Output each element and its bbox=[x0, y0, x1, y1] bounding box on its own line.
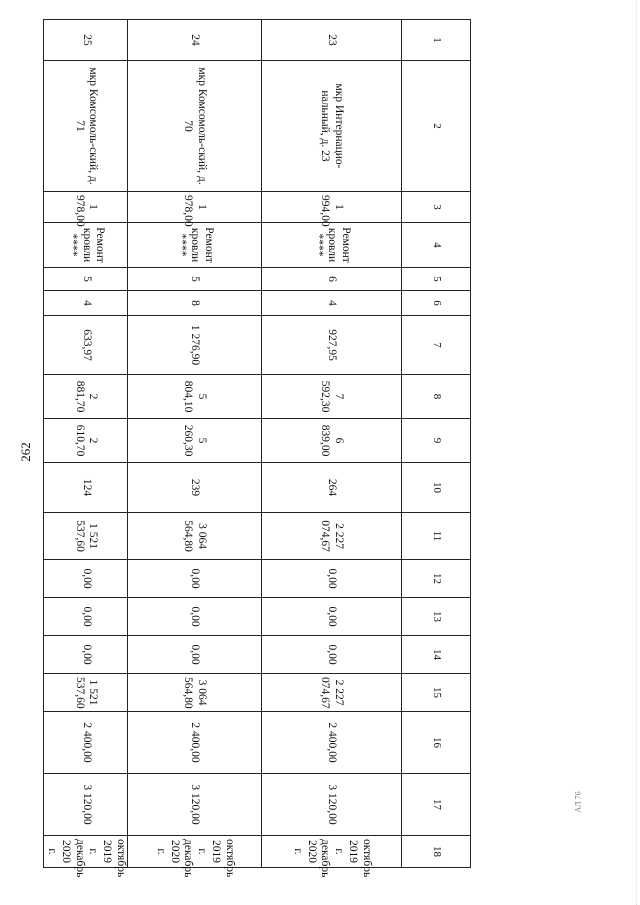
cell-col-12: 0,00 bbox=[262, 560, 402, 598]
cell-col-14: 0,00 bbox=[262, 636, 402, 674]
column-number: 3 bbox=[402, 192, 471, 223]
cell-item-number: 23 bbox=[262, 20, 402, 61]
rotated-table-wrapper bbox=[46, 19, 471, 878]
cell-period: октябрь 2019 г. декабрь 2020 г. bbox=[44, 836, 128, 868]
cell-col-17: 3 120,00 bbox=[262, 774, 402, 836]
column-number: 4 bbox=[402, 223, 471, 268]
cell-col-8: 2 881,70 bbox=[44, 375, 128, 419]
cell-col-16: 2 400,00 bbox=[44, 712, 128, 774]
cell-col-10: 239 bbox=[128, 463, 262, 513]
cell-period: октябрь 2019 г. декабрь 2020 г. bbox=[262, 836, 402, 868]
column-number: 6 bbox=[402, 291, 471, 316]
cell-col-16: 2 400,00 bbox=[128, 712, 262, 774]
cell-col-17: 3 120,00 bbox=[44, 774, 128, 836]
cell-address: мкр Комсомоль-ский, д. 71 bbox=[44, 61, 128, 192]
cell-col-6: 8 bbox=[128, 291, 262, 316]
column-number: 18 bbox=[402, 836, 471, 868]
cell-col-9: 6 839,00 bbox=[262, 419, 402, 463]
cell-col-11: 3 064 564,80 bbox=[128, 513, 262, 560]
cell-col-3: 1 978,00 bbox=[44, 192, 128, 223]
column-number: 1 bbox=[402, 20, 471, 61]
cell-item-number: 24 bbox=[128, 20, 262, 61]
column-number: 13 bbox=[402, 598, 471, 636]
page-number: 262 bbox=[18, 442, 33, 462]
cell-col-14: 0,00 bbox=[128, 636, 262, 674]
repair-table bbox=[43, 19, 471, 878]
cell-col-5: 5 bbox=[128, 268, 262, 291]
table-row bbox=[44, 20, 128, 868]
cell-item-number: 25 bbox=[44, 20, 128, 61]
column-number: 14 bbox=[402, 636, 471, 674]
column-number: 7 bbox=[402, 316, 471, 375]
cell-col-7: 927,95 bbox=[262, 316, 402, 375]
cell-col-15: 3 064 564,80 bbox=[128, 674, 262, 712]
cell-col-13: 0,00 bbox=[262, 598, 402, 636]
cell-col-17: 3 120,00 bbox=[128, 774, 262, 836]
cell-col-11: 2 227 074,67 bbox=[262, 513, 402, 560]
table-row bbox=[128, 20, 262, 868]
cell-col-3: 1 978,00 bbox=[128, 192, 262, 223]
cell-col-6: 4 bbox=[44, 291, 128, 316]
column-number: 9 bbox=[402, 419, 471, 463]
cell-col-9: 5 260,30 bbox=[128, 419, 262, 463]
cell-col-13: 0,00 bbox=[128, 598, 262, 636]
scan-edge-dots bbox=[635, 0, 637, 905]
column-number: 11 bbox=[402, 513, 471, 560]
cell-work-type: Ремонт кровли **** bbox=[44, 223, 128, 268]
cell-col-10: 264 bbox=[262, 463, 402, 513]
cell-address: мкр Комсомоль-ский, д. 70 bbox=[128, 61, 262, 192]
column-number: 17 bbox=[402, 774, 471, 836]
cell-col-7: 633,97 bbox=[44, 316, 128, 375]
cell-address: мкр Интернацио-нальный, д. 23 bbox=[262, 61, 402, 192]
column-number: 12 bbox=[402, 560, 471, 598]
cell-col-15: 2 227 074,67 bbox=[262, 674, 402, 712]
cell-col-11: 1 521 537,60 bbox=[44, 513, 128, 560]
cell-col-12: 0,00 bbox=[44, 560, 128, 598]
cell-col-3: 1 994,00 bbox=[262, 192, 402, 223]
table-row bbox=[262, 20, 402, 868]
cell-col-10: 124 bbox=[44, 463, 128, 513]
cell-col-12: 0,00 bbox=[128, 560, 262, 598]
column-number: 2 bbox=[402, 61, 471, 192]
cell-work-type: Ремонт кровли **** bbox=[128, 223, 262, 268]
cell-col-5: 5 bbox=[44, 268, 128, 291]
column-number: 8 bbox=[402, 375, 471, 419]
scan-mark: АЛ 76 bbox=[573, 791, 583, 813]
cell-col-5: 6 bbox=[262, 268, 402, 291]
cell-col-9: 2 610,70 bbox=[44, 419, 128, 463]
column-number: 5 bbox=[402, 268, 471, 291]
cell-col-8: 7 592,30 bbox=[262, 375, 402, 419]
cell-col-7: 1 276,90 bbox=[128, 316, 262, 375]
cell-col-6: 4 bbox=[262, 291, 402, 316]
column-number: 16 bbox=[402, 712, 471, 774]
cell-work-type: Ремонт кровли **** bbox=[262, 223, 402, 268]
cell-col-14: 0,00 bbox=[44, 636, 128, 674]
column-number: 10 bbox=[402, 463, 471, 513]
cell-col-15: 1 521 537,60 bbox=[44, 674, 128, 712]
cell-period: октябрь 2019 г. декабрь 2020 г. bbox=[128, 836, 262, 868]
cell-col-16: 2 400,00 bbox=[262, 712, 402, 774]
column-number-row bbox=[402, 20, 471, 868]
column-number: 15 bbox=[402, 674, 471, 712]
cell-col-8: 5 804,10 bbox=[128, 375, 262, 419]
cell-col-13: 0,00 bbox=[44, 598, 128, 636]
